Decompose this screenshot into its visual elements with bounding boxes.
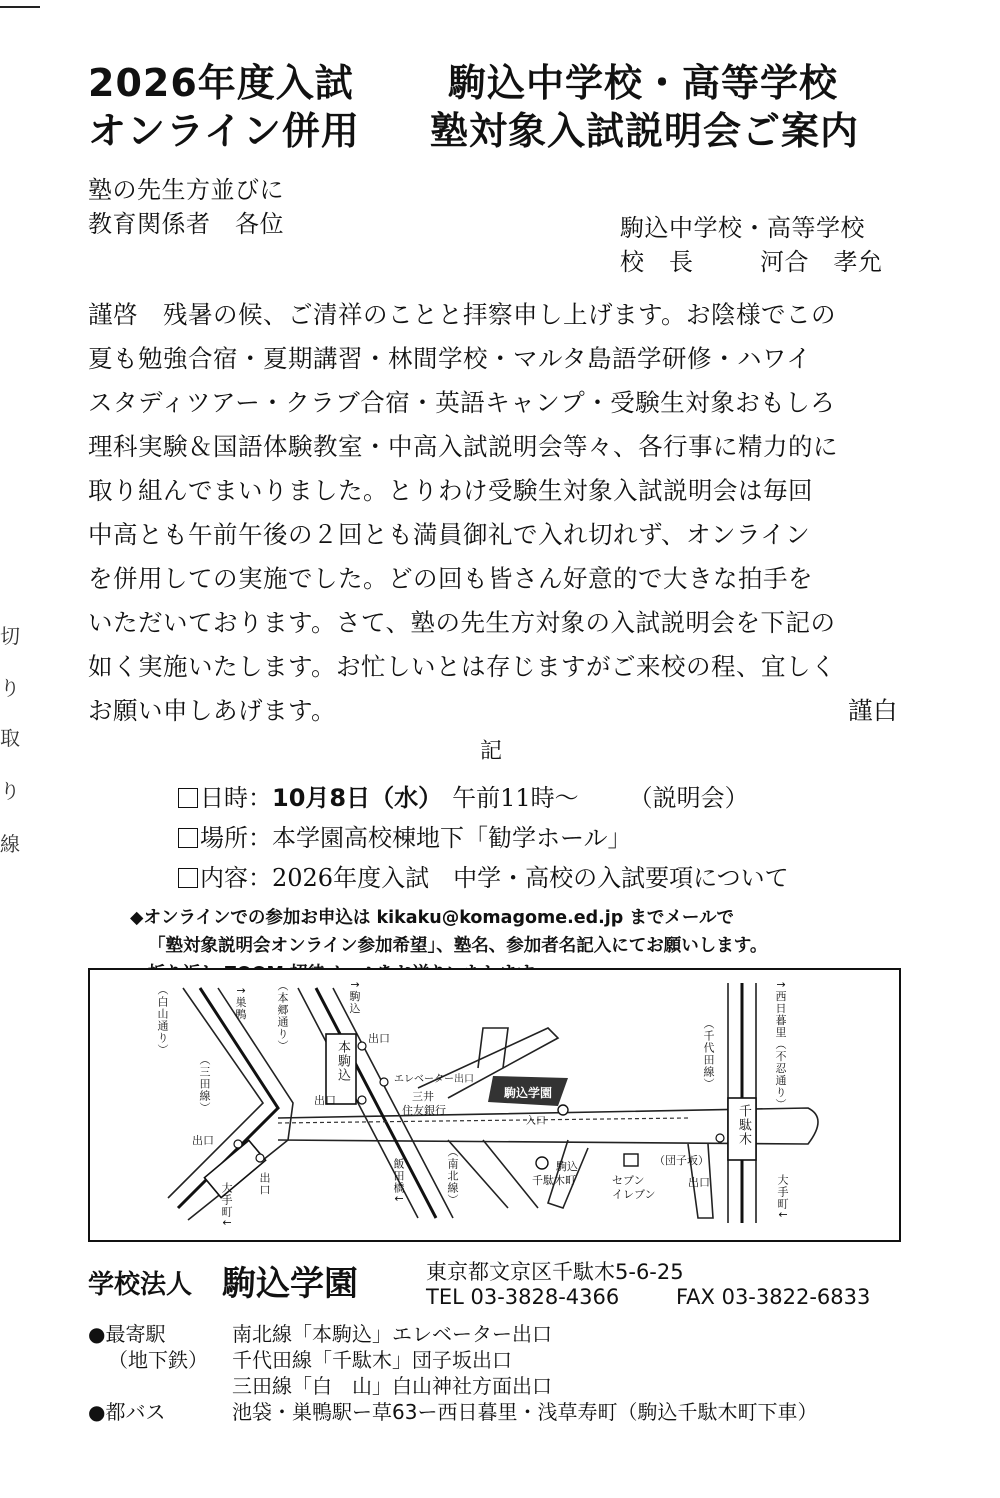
body-line-4: 理科実験＆国語体験教室・中高入試説明会等々、各行事に精力的に bbox=[88, 432, 838, 461]
label-exit-4: 出口 bbox=[258, 1172, 271, 1196]
tel: TEL 03-3828-4366 bbox=[426, 1285, 620, 1309]
item-content bbox=[178, 858, 789, 893]
label-seven-line2: イレブン bbox=[612, 1188, 656, 1201]
margin-mark-2: り bbox=[0, 676, 20, 700]
label-bank-line1: 三井 bbox=[412, 1090, 434, 1103]
label-sugamo: ↑巣鴨 bbox=[234, 986, 247, 1021]
label-sendagi: 千駄木 bbox=[736, 1104, 751, 1146]
date-value: 10月8日（水） bbox=[272, 784, 443, 812]
label-exit-3: 出口 bbox=[192, 1134, 214, 1147]
item-date bbox=[178, 778, 749, 813]
date-label: 日時： bbox=[200, 784, 272, 812]
bus-stop-marker bbox=[536, 1157, 548, 1169]
title-line1-right: 駒込中学校・高等学校 bbox=[448, 61, 839, 105]
time-value: 午前11時～ bbox=[452, 784, 579, 812]
station-2: 千代田線「千駄木」団子坂出口 bbox=[232, 1348, 512, 1372]
closing: 謹白 bbox=[848, 696, 898, 725]
label-hakusan-dori: （白山通り） bbox=[156, 984, 169, 1056]
exit-marker bbox=[358, 1042, 366, 1050]
body-line-8: いただいております。さて、塾の先生方対象の入試説明会を下記の bbox=[88, 608, 836, 637]
body-line-7: を併用しての実施でした。どの回も皆さん好意的で大きな拍手を bbox=[88, 564, 813, 593]
body-line-9: 如く実施いたします。お忙しいとは存じますがご来校の程、宜しく bbox=[88, 652, 837, 681]
bus-label: ●都バス bbox=[88, 1400, 166, 1424]
fax: FAX 03-3822-6833 bbox=[676, 1285, 871, 1309]
place-value: 本学園高校棟地下「勧学ホール」 bbox=[272, 824, 632, 852]
label-honkomagome: 本駒込 bbox=[335, 1040, 350, 1082]
station-3: 三田線「白 山」白山神社方面出口 bbox=[232, 1374, 552, 1398]
body-line-2: 夏も勉強合宿・夏期講習・林間学校・マルタ島語学研修・ハワイ bbox=[88, 344, 812, 373]
exit-marker bbox=[716, 1134, 724, 1142]
label-exit-2: 出口 bbox=[314, 1094, 336, 1107]
entrance-marker bbox=[558, 1105, 568, 1115]
checkbox-icon bbox=[178, 788, 198, 808]
notice-line1: ◆オンラインでの参加お申込は kikaku@komagome.ed.jp までメールで bbox=[130, 908, 735, 928]
label-komagome: ↑駒込 bbox=[348, 980, 361, 1015]
label-otemachi-right: 大手町↓ bbox=[776, 1174, 789, 1221]
address: 東京都文京区千駄木5-6-25 bbox=[426, 1260, 684, 1284]
checkbox-icon bbox=[178, 868, 198, 888]
label-elevator-exit: エレベーター出口 bbox=[394, 1074, 474, 1085]
body-line-10: お願い申しあげます。 bbox=[88, 696, 337, 725]
sender-school: 駒込中学校・高等学校 bbox=[620, 214, 865, 242]
margin-mark-3: 取 bbox=[0, 726, 20, 750]
label-otemachi-left: 大手町↓ bbox=[220, 1182, 233, 1229]
margin-mark-4: り bbox=[0, 779, 20, 803]
title-line2-left: オンライン併用 bbox=[88, 109, 360, 153]
body-line-3: スタディツアー・クラブ合宿・英語キャンプ・受験生対象おもしろ bbox=[88, 388, 836, 417]
label-school: 駒込学園 bbox=[504, 1086, 553, 1100]
title-line1-left: 2026年度入試 bbox=[88, 61, 354, 105]
subway-label: （地下鉄） bbox=[108, 1348, 208, 1372]
label-nanboku-line: （南北線） bbox=[446, 1146, 459, 1206]
label-seven-line1: セブン bbox=[612, 1174, 645, 1187]
corner-mark bbox=[0, 0, 40, 8]
bus-route: 池袋・巣鴨駅ー草63ー西日暮里・浅草寿町（駒込千駄木町下車） bbox=[232, 1400, 818, 1424]
label-exit-5: 出口 bbox=[688, 1176, 710, 1189]
exit-marker bbox=[234, 1140, 242, 1148]
label-entrance: 入口 bbox=[526, 1116, 546, 1127]
sender-name: 河合 孝允 bbox=[760, 248, 883, 276]
margin-mark-1: 切 bbox=[0, 624, 20, 648]
date-note: （説明会） bbox=[628, 784, 749, 812]
station-label: ●最寄駅 bbox=[88, 1322, 166, 1346]
corp-name: 駒込学園 bbox=[222, 1264, 358, 1304]
label-komagome-sendagi-line1: 駒込 bbox=[556, 1160, 578, 1173]
station-1: 南北線「本駒込」エレベーター出口 bbox=[232, 1322, 552, 1346]
margin-mark-5: 線 bbox=[0, 832, 20, 856]
exit-marker bbox=[380, 1078, 388, 1086]
content-label: 内容： bbox=[200, 864, 272, 892]
label-nishinippori: ↑西日暮里（不忍通り） bbox=[774, 980, 787, 1111]
addressee-line1: 塾の先生方並びに bbox=[88, 176, 284, 204]
addressee-line2: 教育関係者 各位 bbox=[88, 210, 284, 238]
label-chiyoda-line: （千代田線） bbox=[702, 1018, 715, 1090]
corp-label: 学校法人 bbox=[88, 1270, 193, 1300]
label-exit-1: 出口 bbox=[368, 1032, 390, 1045]
item-place bbox=[178, 818, 632, 853]
checkbox-icon bbox=[178, 828, 198, 848]
label-iidabashi: 飯田橋↓ bbox=[392, 1158, 405, 1205]
access-map bbox=[88, 968, 901, 1242]
sender-title: 校 長 bbox=[620, 248, 694, 276]
label-bank-line2: 住友銀行 bbox=[402, 1104, 446, 1117]
exit-marker bbox=[256, 1154, 264, 1162]
notice-line2: 「塾対象説明会オンライン参加希望」、塾名、参加者名記入にてお願いします。 bbox=[148, 936, 768, 956]
label-dangozaka: （団子坂） bbox=[654, 1154, 709, 1167]
body-line-5: 取り組んでまいりました。とりわけ受験生対象入試説明会は毎回 bbox=[88, 476, 813, 505]
label-komagome-sendagi-line2: 千駄木町 bbox=[532, 1174, 576, 1187]
label-hongo-dori: （本郷通り） bbox=[276, 980, 289, 1052]
exit-marker bbox=[358, 1096, 366, 1104]
place-label: 場所： bbox=[200, 824, 272, 852]
ki-heading: 記 bbox=[480, 739, 503, 764]
convenience-store-marker bbox=[624, 1154, 638, 1166]
body-line-6: 中高とも午前午後の２回とも満員御礼で入れ切れず、オンライン bbox=[88, 520, 811, 549]
body-line-1: 謹啓 残暑の候、ご清祥のことと拝察申し上げます。お陰様でこの bbox=[88, 300, 837, 329]
content-value: 2026年度入試 中学・高校の入試要項について bbox=[272, 864, 789, 892]
label-mita-line: （三田線） bbox=[198, 1054, 211, 1114]
title-line2-right: 塾対象入試説明会ご案内 bbox=[430, 109, 860, 153]
